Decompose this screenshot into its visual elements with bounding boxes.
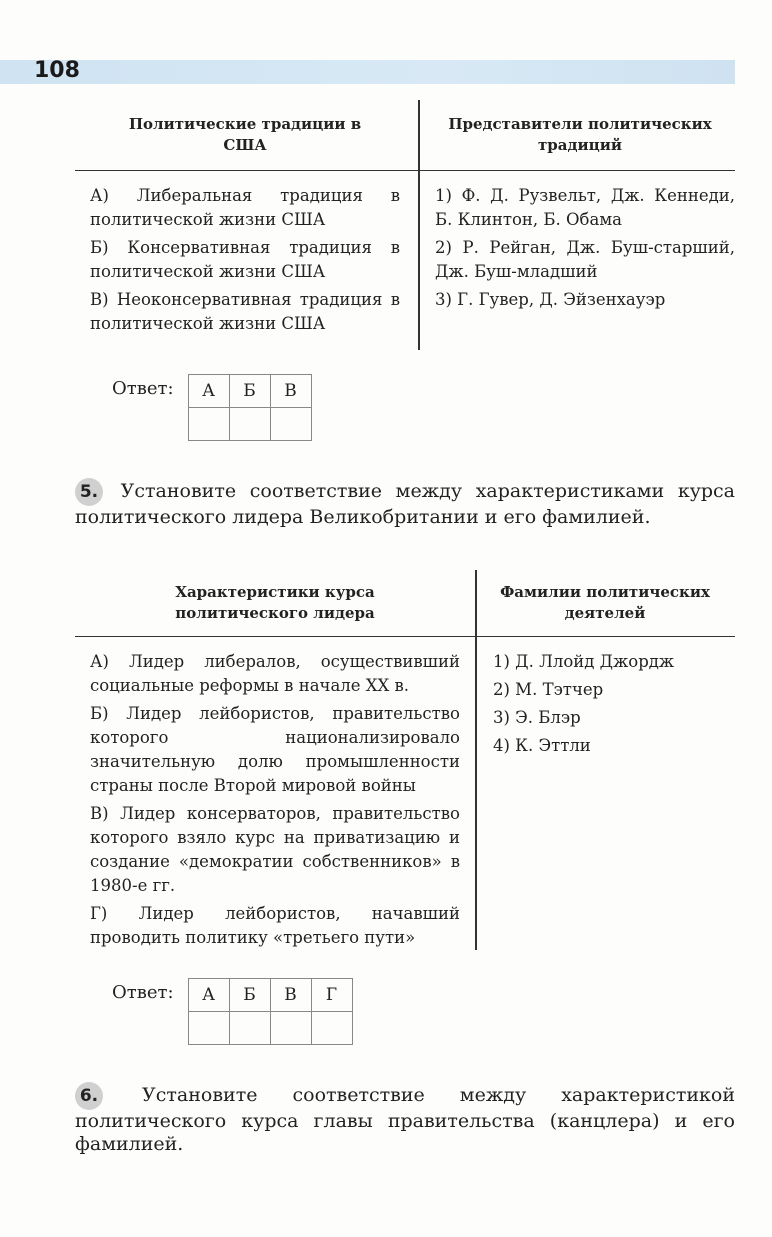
answer-cell[interactable] — [270, 408, 311, 441]
task-6 — [75, 1082, 735, 1156]
list-item: А) Либеральная традиция в политической жизни США — [90, 186, 400, 229]
list-item: 2) М. Тэтчер — [493, 680, 604, 699]
answer-letter: А — [188, 375, 229, 408]
list-item: 3) Э. Блэр — [493, 708, 581, 727]
task-number: 6. — [75, 1082, 103, 1110]
task-text: Установите соответствие между характеристикой политического курса главы правительства (канцлера) и его фамилией. — [75, 1084, 735, 1155]
header-bar — [0, 60, 735, 84]
answer-cell[interactable] — [188, 408, 229, 441]
answer-letter: Б — [229, 375, 270, 408]
answer-cell[interactable] — [311, 1012, 352, 1045]
list-item: 3) Г. Гувер, Д. Эйзенхауэр — [435, 290, 666, 309]
list-item: В) Неоконсервативная традиция в политической жизни США — [90, 290, 400, 333]
list-item: 1) Д. Ллойд Джордж — [493, 652, 675, 671]
list-item: Б) Консервативная традиция в политической жизни США — [90, 238, 400, 281]
answer-label: Ответ: — [112, 982, 174, 1003]
list-item: 4) К. Эттли — [493, 736, 591, 755]
task-5 — [75, 478, 735, 529]
list-item: Б) Лидер лейбористов, правительство которого национализировало значительную долю промышленности страны после Второй мировой войны — [90, 704, 460, 795]
answer-letter: Г — [311, 979, 352, 1012]
table2-right-column — [493, 650, 733, 762]
answer-cell[interactable] — [270, 1012, 311, 1045]
table2-col1-header: Характеристики курса политического лидера — [175, 583, 375, 622]
list-item: 1) Ф. Д. Рузвельт, Дж. Кеннеди, Б. Клинтон, Б. Обама — [435, 186, 735, 229]
table1-left-column — [90, 184, 400, 340]
page-number: 108 — [34, 58, 80, 83]
table1-col1-header: Политические традиции в США — [128, 115, 362, 154]
table-us-traditions — [75, 100, 735, 350]
table1-right-column — [435, 184, 735, 316]
answer-letter: В — [270, 979, 311, 1012]
task-number: 5. — [75, 478, 103, 506]
table1-col2-header: Представители политических традиций — [448, 115, 712, 154]
table2-left-column — [90, 650, 460, 954]
table2-col2-header: Фамилии политических деятелей — [500, 583, 710, 622]
list-item: Г) Лидер лейбористов, начавший проводить политику «третьего пути» — [90, 904, 460, 947]
answer-grid-2 — [112, 978, 353, 1045]
table-uk-leaders — [75, 570, 735, 950]
list-item: А) Лидер либералов, осуществивший социальные реформы в начале XX в. — [90, 652, 460, 695]
answer-letter: В — [270, 375, 311, 408]
answer-cell[interactable] — [229, 1012, 270, 1045]
list-item: В) Лидер консерваторов, правительство которого взяло курс на приватизацию и создание «демократии собственников» в 1980-е гг. — [90, 804, 460, 895]
answer-label: Ответ: — [112, 378, 174, 399]
answer-letter: А — [188, 979, 229, 1012]
task-text: Установите соответствие между характеристиками курса политического лидера Великобритании и его фамилией. — [75, 480, 736, 528]
answer-grid-1 — [112, 374, 312, 441]
list-item: 2) Р. Рейган, Дж. Буш-старший, Дж. Буш-младший — [435, 238, 735, 281]
answer-cell[interactable] — [188, 1012, 229, 1045]
answer-cell[interactable] — [229, 408, 270, 441]
answer-letter: Б — [229, 979, 270, 1012]
